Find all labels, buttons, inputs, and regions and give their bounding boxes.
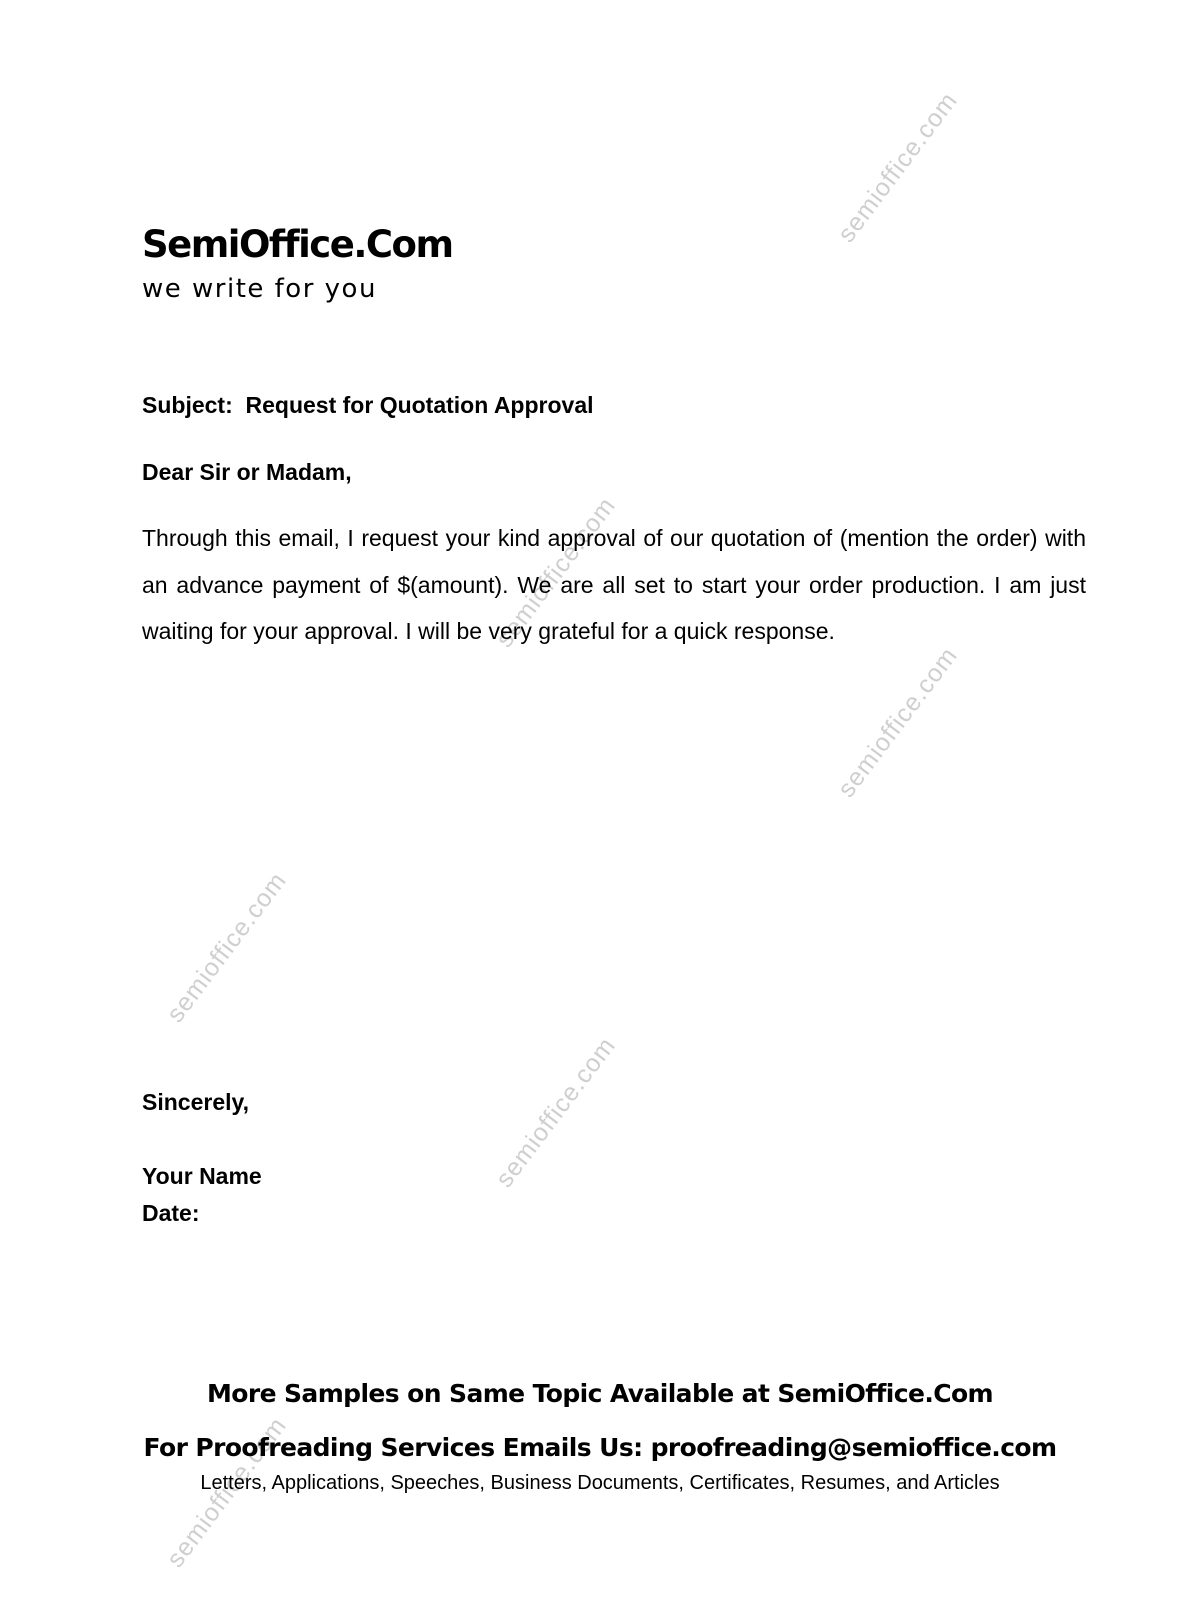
signature-name: Your Name: [142, 1163, 262, 1189]
letter-salutation: Dear Sir or Madam,: [142, 459, 352, 485]
signature-date: Date:: [142, 1200, 200, 1226]
letter-body: Through this email, I request your kind approval of our quotation of (mention the order) with an advance payment of $(amount). We are all set to start your order production. I am just waiting for your approval. I will be very grateful for a quick response.: [142, 525, 1086, 644]
watermark: semioffice.com: [490, 1031, 622, 1193]
footer-categories: Letters, Applications, Speeches, Business Documents, Certificates, Resumes, and Articles: [200, 1472, 1000, 1494]
watermark: semioffice.com: [161, 1411, 293, 1573]
watermark: semioffice.com: [832, 641, 964, 803]
brand-title: SemiOffice.Com: [142, 223, 453, 266]
brand-tagline: we write for you: [142, 274, 377, 304]
footer-proofreading: For Proofreading Services Emails Us: proofreading@semioffice.com: [143, 1433, 1057, 1462]
watermark: semioffice.com: [490, 491, 622, 653]
letter-closing: Sincerely,: [142, 1089, 249, 1115]
footer-more-samples: More Samples on Same Topic Available at SemiOffice.Com: [206, 1379, 993, 1408]
letter-subject: Subject: Request for Quotation Approval: [142, 392, 594, 418]
watermark: semioffice.com: [832, 86, 964, 248]
watermark: semioffice.com: [161, 866, 293, 1028]
